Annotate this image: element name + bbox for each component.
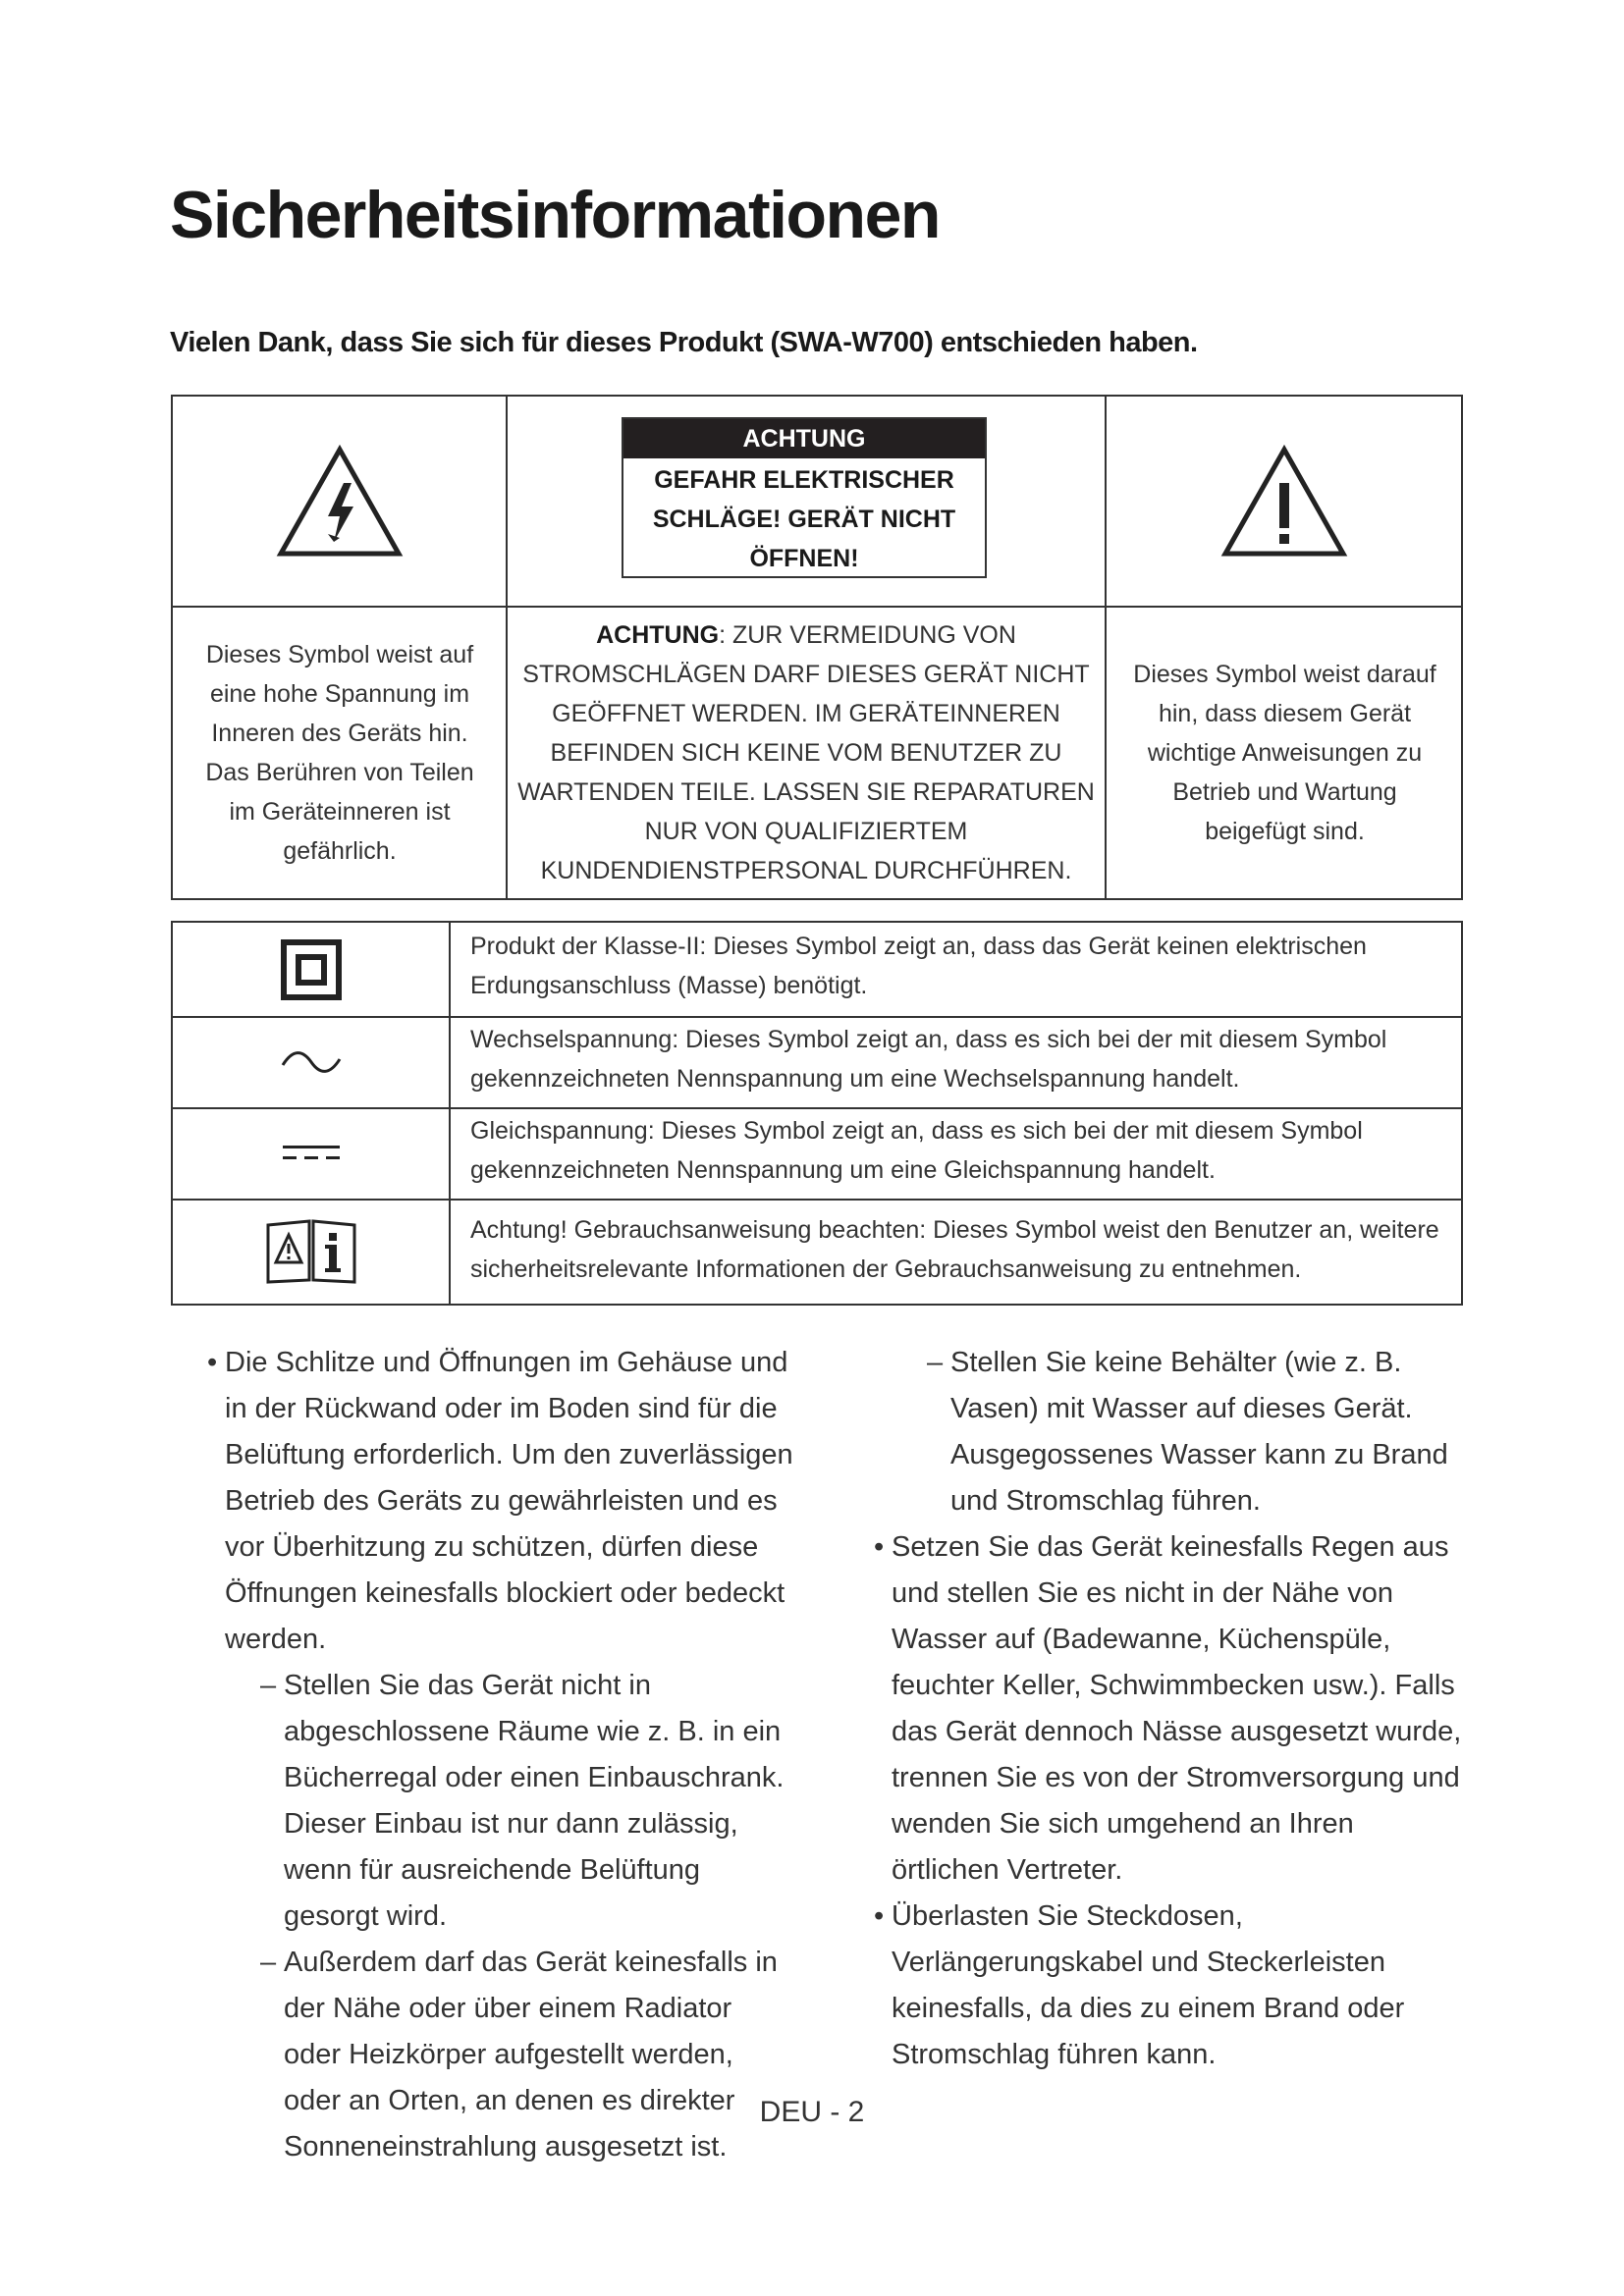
subtitle: Vielen Dank, dass Sie sich für dieses Produkt (SWA-W700) entschieden haben.	[170, 327, 1198, 358]
symbol-row-text: Gleichspannung: Dieses Symbol zeigt an, dass es sich bei der mit diesem Symbol gekennzeichneten Nennspannung um eine Gleichspannung handelt.	[470, 1117, 1363, 1184]
symbol-row-text: Wechselspannung: Dieses Symbol zeigt an, dass es sich bei der mit diesem Symbol gekennzeichneten Nennspannung um eine Wechselspannung handelt.	[470, 1026, 1387, 1093]
list-item: • Setzen Sie das Gerät keinesfalls Regen aus und stellen Sie es nicht in der Nähe von Wasser auf (Badewanne, Küchenspüle, feuchter Keller, Schwimmbecken usw.). Falls das Gerät dennoch Nässe ausgesetzt wurde, trennen Sie es von der Stromversorgung und wenden Sie sich umgehend an Ihren örtlichen Vertreter.	[874, 1524, 1468, 1894]
left-column	[207, 1340, 796, 2170]
list-item: – Stellen Sie keine Behälter (wie z. B. Vasen) mit Wasser auf dieses Gerät. Ausgegossenes Wasser kann zu Brand und Stromschlag führen.	[927, 1340, 1468, 1524]
list-item: • Die Schlitze und Öffnungen im Gehäuse und in der Rückwand oder im Boden sind für die Belüftung erforderlich. Um den zuverlässigen Betrieb des Geräts zu gewährleisten und es vor Überhitzung zu schützen, dürfen diese Öffnungen keinesfalls blockiert oder bedeckt werden.	[207, 1340, 796, 1663]
exclamation-warning-icon	[1105, 397, 1463, 606]
achtung-bold-label: ACHTUNG	[596, 621, 720, 649]
table-divider	[506, 397, 508, 898]
high-voltage-warning-icon	[173, 397, 506, 606]
symbol-table	[171, 921, 1463, 1306]
achtung-line: ÖFFNEN!	[749, 545, 859, 572]
list-item: – Stellen Sie das Gerät nicht in abgeschlossene Räume wie z. B. in ein Bücherregal oder einen Einbauschrank. Dieser Einbau ist nur dann zulässig, wenn für ausreichende Belüftung gesorgt wird.	[260, 1663, 796, 1940]
page-title: Sicherheitsinformationen	[170, 178, 940, 252]
warning-table	[171, 395, 1463, 900]
achtung-description	[512, 608, 1101, 898]
high-voltage-description: Dieses Symbol weist auf eine hohe Spannung im Inneren des Geräts hin. Das Berühren von Teilen im Geräteinneren ist gefährlich.	[205, 641, 474, 865]
achtung-line: SCHLÄGE! GERÄT NICHT	[652, 506, 956, 533]
list-item: – Außerdem darf das Gerät keinesfalls in der Nähe oder über einem Radiator oder Heizkörper aufgestellt werden, oder an Orten, an denen es direkter Sonneneinstrahlung ausgesetzt ist.	[260, 1940, 796, 2170]
achtung-label-box	[622, 417, 987, 578]
manual-info-icon	[173, 1199, 449, 1304]
achtung-description-text: : ZUR VERMEIDUNG VON STROMSCHLÄGEN DARF DIESES GERÄT NICHT GEÖFFNET WERDEN. IM GERÄTEINNEREN BEFINDEN SICH KEINE VOM BENUTZER ZU WARTENDEN TEILE. LASSEN SIE REPARATUREN NUR VON QUALIFIZIERTEM KUNDENDIENSTPERSONAL DURCHFÜHREN.	[517, 621, 1095, 884]
achtung-header: ACHTUNG	[623, 419, 985, 458]
symbol-row-text: Achtung! Gebrauchsanweisung beachten: Dieses Symbol weist den Benutzer an, weitere sicherheitsrelevante Informationen der Gebrauchsanweisung zu entnehmen.	[470, 1216, 1439, 1283]
achtung-line: GEFAHR ELEKTRISCHER	[654, 466, 954, 494]
symbol-row-text: Produkt der Klasse-II: Dieses Symbol zeigt an, dass das Gerät keinen elektrischen Erdungsanschluss (Masse) benötigt.	[470, 933, 1367, 999]
dc-voltage-icon	[173, 1107, 449, 1199]
list-item: • Überlasten Sie Steckdosen, Verlängerungskabel und Steckerleisten keinesfalls, da dies zu einem Brand oder Stromschlag führen kann.	[874, 1894, 1468, 2078]
exclamation-description: Dieses Symbol weist darauf hin, dass diesem Gerät wichtige Anweisungen zu Betrieb und Wartung beigefügt sind.	[1133, 661, 1436, 845]
achtung-warning-text	[623, 458, 985, 578]
page-number: DEU - 2	[759, 2096, 865, 2128]
ac-voltage-icon	[173, 1016, 449, 1107]
right-column	[874, 1340, 1468, 2078]
class-ii-icon	[173, 923, 449, 1016]
table-divider	[449, 923, 451, 1304]
